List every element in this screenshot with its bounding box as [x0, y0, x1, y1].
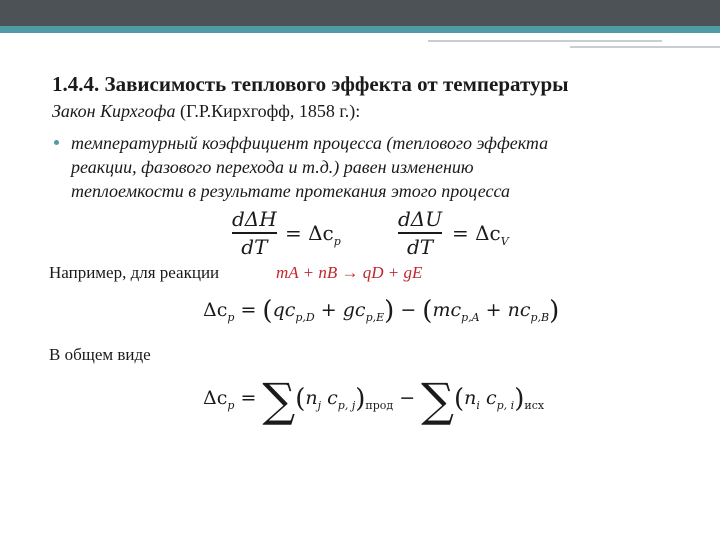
- law-name: Закон Кирхгофа: [52, 101, 176, 121]
- eq2-denominator: dT: [406, 235, 434, 259]
- paren-close: ): [384, 296, 395, 326]
- formula-lhs: Δc: [203, 387, 228, 409]
- eq2-fraction: [398, 207, 442, 259]
- plus-sign: +: [479, 299, 508, 321]
- eq2-rhs-text: = Δc: [452, 221, 501, 245]
- bullet-line: реакции, фазового перехода и т.д.) равен изменению: [71, 157, 474, 177]
- fraction-bar: [232, 232, 277, 234]
- paren-close: ): [549, 296, 560, 326]
- term-index: j: [317, 398, 322, 412]
- accent-line: [428, 40, 662, 42]
- term-n: n: [305, 387, 318, 409]
- term-mc: mc: [432, 299, 462, 321]
- fraction-bar: [398, 232, 442, 234]
- term-sub: p,E: [365, 310, 385, 324]
- formula-lhs: Δc: [203, 299, 228, 321]
- sum-symbol: ∑: [262, 373, 296, 427]
- example-label: Например, для реакции: [49, 263, 220, 282]
- term-n: n: [464, 387, 477, 409]
- general-formula: [203, 373, 545, 427]
- paren-open: (: [422, 296, 433, 326]
- eq2-rhs: [452, 221, 509, 248]
- equals-sign: =: [234, 387, 263, 409]
- term-sub: p,A: [461, 310, 480, 324]
- eq2-rhs-sub: V: [500, 235, 509, 248]
- eq1-fraction: [232, 207, 277, 259]
- minus-sign: −: [393, 387, 422, 409]
- slide-title: 1.4.4. Зависимость теплового эффекта от температуры: [52, 72, 569, 96]
- example-formula: [203, 296, 559, 326]
- law-line: [52, 101, 360, 122]
- accent-band: [0, 26, 720, 33]
- eq2-numerator: dΔU: [398, 207, 443, 231]
- term-index: i: [476, 398, 480, 412]
- term-sub: p, i: [496, 398, 515, 412]
- term-sub: p,B: [530, 310, 550, 324]
- products-subscript: прод: [365, 398, 394, 412]
- plus-sign: +: [314, 299, 343, 321]
- eq1-denominator: dT: [241, 235, 268, 259]
- eq1-rhs: [285, 221, 341, 248]
- eq1-rhs-sub: p: [333, 235, 341, 248]
- formula-lhs-sub: p: [227, 310, 235, 324]
- bullet-text: [71, 131, 691, 203]
- bullet-icon: [54, 140, 59, 145]
- accent-line: [570, 46, 720, 48]
- term-nc: nc: [507, 299, 531, 321]
- top-bar: [0, 0, 720, 26]
- eq1-rhs-text: = Δc: [285, 221, 334, 245]
- law-author: (Г.Р.Кирхгофф, 1858 г.):: [175, 101, 361, 121]
- paren-close: ): [514, 384, 525, 414]
- reactants-subscript: исх: [524, 398, 545, 412]
- term-qc: qc: [272, 299, 296, 321]
- term-gc: gc: [342, 299, 366, 321]
- term-c: c: [321, 387, 338, 409]
- paren-open: (: [262, 296, 273, 326]
- bullet-line: теплоемкости в результате протекания этого процесса: [71, 181, 510, 201]
- bullet-line: температурный коэффициент процесса (теплового эффекта: [71, 133, 549, 153]
- paren-open: (: [295, 384, 306, 414]
- term-sub: p, j: [337, 398, 356, 412]
- paren-open: (: [454, 384, 465, 414]
- general-label: В общем виде: [49, 345, 151, 364]
- term-sub: p,D: [295, 310, 315, 324]
- minus-sign: −: [394, 299, 423, 321]
- sum-symbol: ∑: [421, 373, 455, 427]
- formula-lhs-sub: p: [227, 398, 235, 412]
- paren-close: ): [355, 384, 366, 414]
- term-c: c: [479, 387, 497, 409]
- equals-sign: =: [234, 299, 263, 321]
- eq1-numerator: dΔH: [232, 207, 277, 231]
- reaction-equation: mA + nB → qD + gE: [276, 263, 423, 282]
